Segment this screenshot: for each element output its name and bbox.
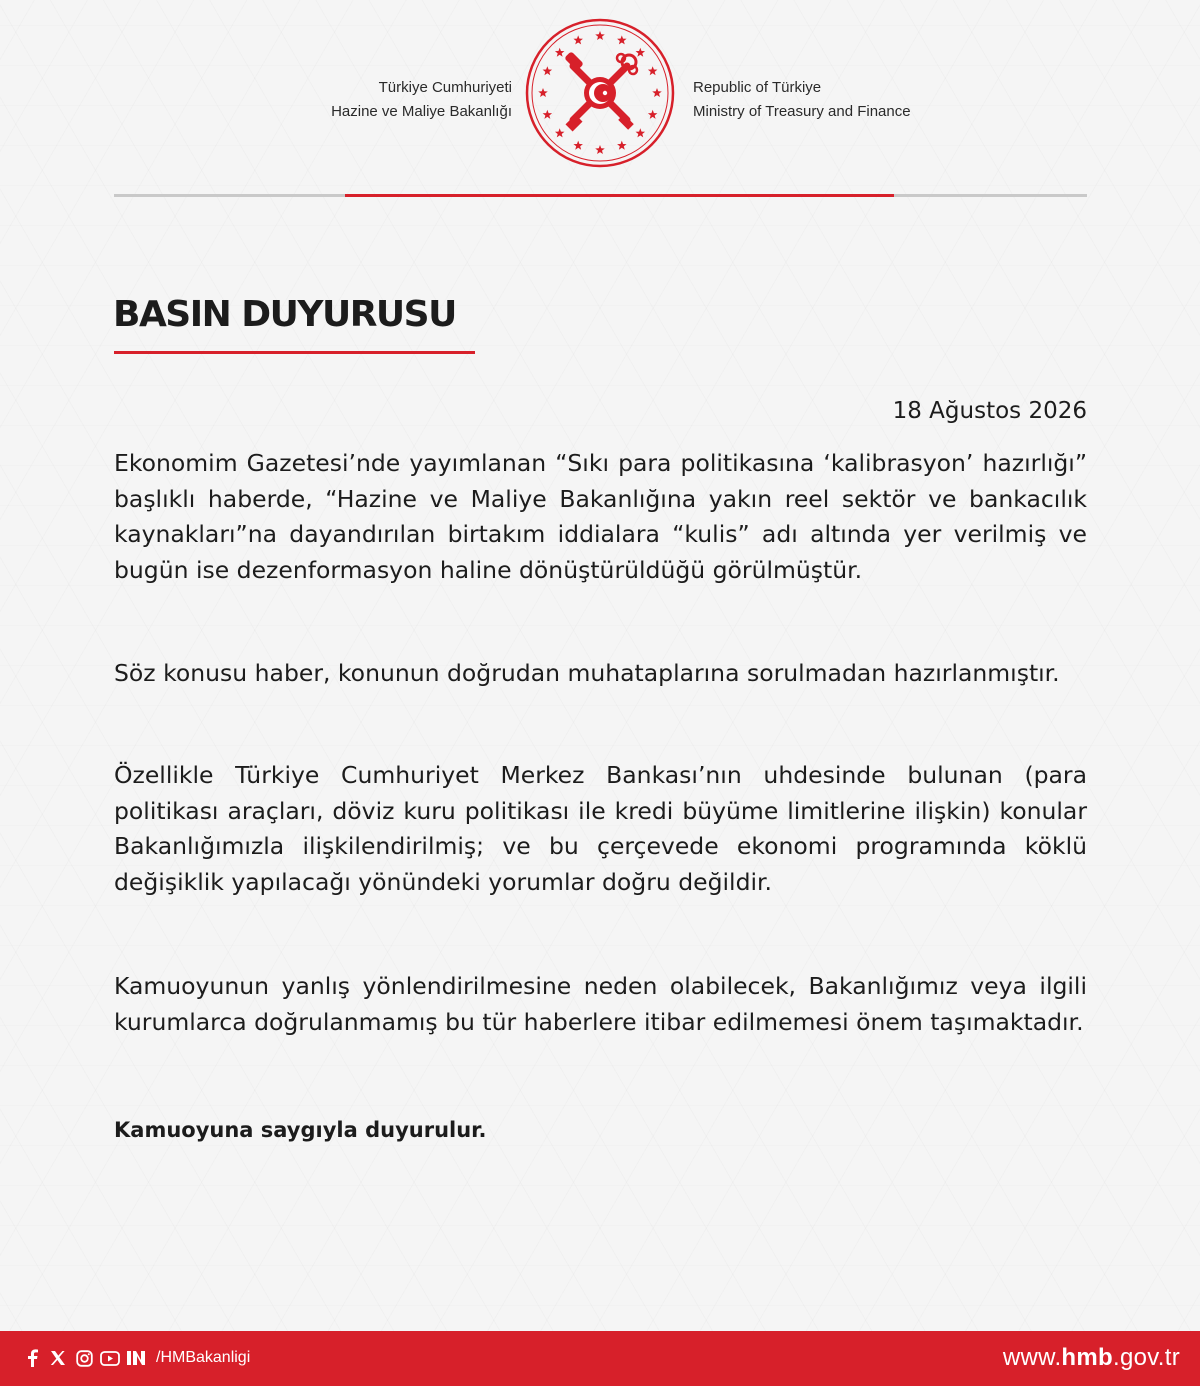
paragraph-2: Söz konusu haber, konunun doğrudan muhataplarına sorulmadan hazırlanmıştır. <box>114 659 1060 687</box>
website-link[interactable] <box>1003 1344 1180 1372</box>
emblem-star <box>617 35 627 44</box>
x-icon[interactable] <box>48 1348 68 1368</box>
paragraph-1: Ekonomim Gazetesi’nde yayımlanan “Sıkı para politikasına ‘kalibrasyon’ hazırlığı” başlıklı haberde, “Hazine ve Maliye Bakanlığına yakın reel sektör ve bankacılık kaynakları”na dayandırılan birtakım iddialara “kulis” adı altında yer verilmiş ve bugün ise dezenformasyon haline dönüştürüldüğü görülmüştür. <box>114 449 1087 584</box>
website-prefix: www. <box>1002 1344 1062 1371</box>
emblem-star <box>648 66 658 75</box>
emblem-star <box>652 88 662 97</box>
website-domain: hmb <box>1061 1344 1113 1371</box>
org-name-turkish <box>331 76 512 124</box>
org-name-turkish-line1: Türkiye Cumhuriyeti <box>378 79 512 96</box>
closing-statement: Kamuoyuna saygıyla duyurulur. <box>114 1118 487 1142</box>
social-handle[interactable]: /HMBakanligi <box>156 1349 251 1366</box>
org-name-turkish-line2: Hazine ve Maliye Bakanlığı <box>331 103 512 120</box>
emblem-star <box>595 145 605 154</box>
org-name-english <box>693 76 911 124</box>
emblem-star <box>573 141 583 150</box>
website-suffix: .gov.tr <box>1112 1344 1180 1371</box>
paragraph-4: Kamuoyunun yanlış yönlendirilmesine neden olabilecek, Bakanlığımız veya ilgili kurumlarca doğrulanmamış bu tür haberlere itibar edilmemesi önem taşımaktadır. <box>114 972 1087 1036</box>
page-title: BASIN DUYURUSU <box>113 294 456 335</box>
emblem-star <box>595 31 605 40</box>
emblem-star <box>636 128 646 137</box>
social-links <box>22 1346 250 1370</box>
emblem-star <box>617 141 627 150</box>
paragraph-3: Özellikle Türkiye Cumhuriyet Merkez Bankası’nın uhdesinde bulunan (para politikası araçları, döviz kuru politikası ile kredi büyüme limitlerine ilişkin) konular Bakanlığımızla ilişkilendirilmiş; ve bu çerçevede ekonomi programında köklü değişiklik yapılacağı yönündeki yorumlar doğru değildir. <box>114 761 1087 896</box>
facebook-icon[interactable] <box>22 1348 42 1368</box>
nsosyal-icon[interactable] <box>126 1348 146 1368</box>
org-name-english-line2: Ministry of Treasury and Finance <box>693 103 911 120</box>
emblem-star <box>648 110 658 119</box>
org-name-english-line1: Republic of Türkiye <box>693 79 822 96</box>
emblem-star <box>636 48 646 57</box>
emblem-star <box>555 48 565 57</box>
emblem-star <box>543 66 553 75</box>
header-divider-accent <box>345 194 894 197</box>
footer-bar <box>0 1331 1200 1386</box>
emblem-star <box>538 88 548 97</box>
emblem-star <box>573 35 583 44</box>
instagram-icon[interactable] <box>74 1348 94 1368</box>
emblem-star <box>543 110 553 119</box>
youtube-icon[interactable] <box>100 1348 120 1368</box>
emblem-star <box>555 128 565 137</box>
ministry-emblem-icon <box>525 18 675 168</box>
title-underline <box>114 351 475 354</box>
document-date: 18 Ağustos 2026 <box>892 398 1087 424</box>
